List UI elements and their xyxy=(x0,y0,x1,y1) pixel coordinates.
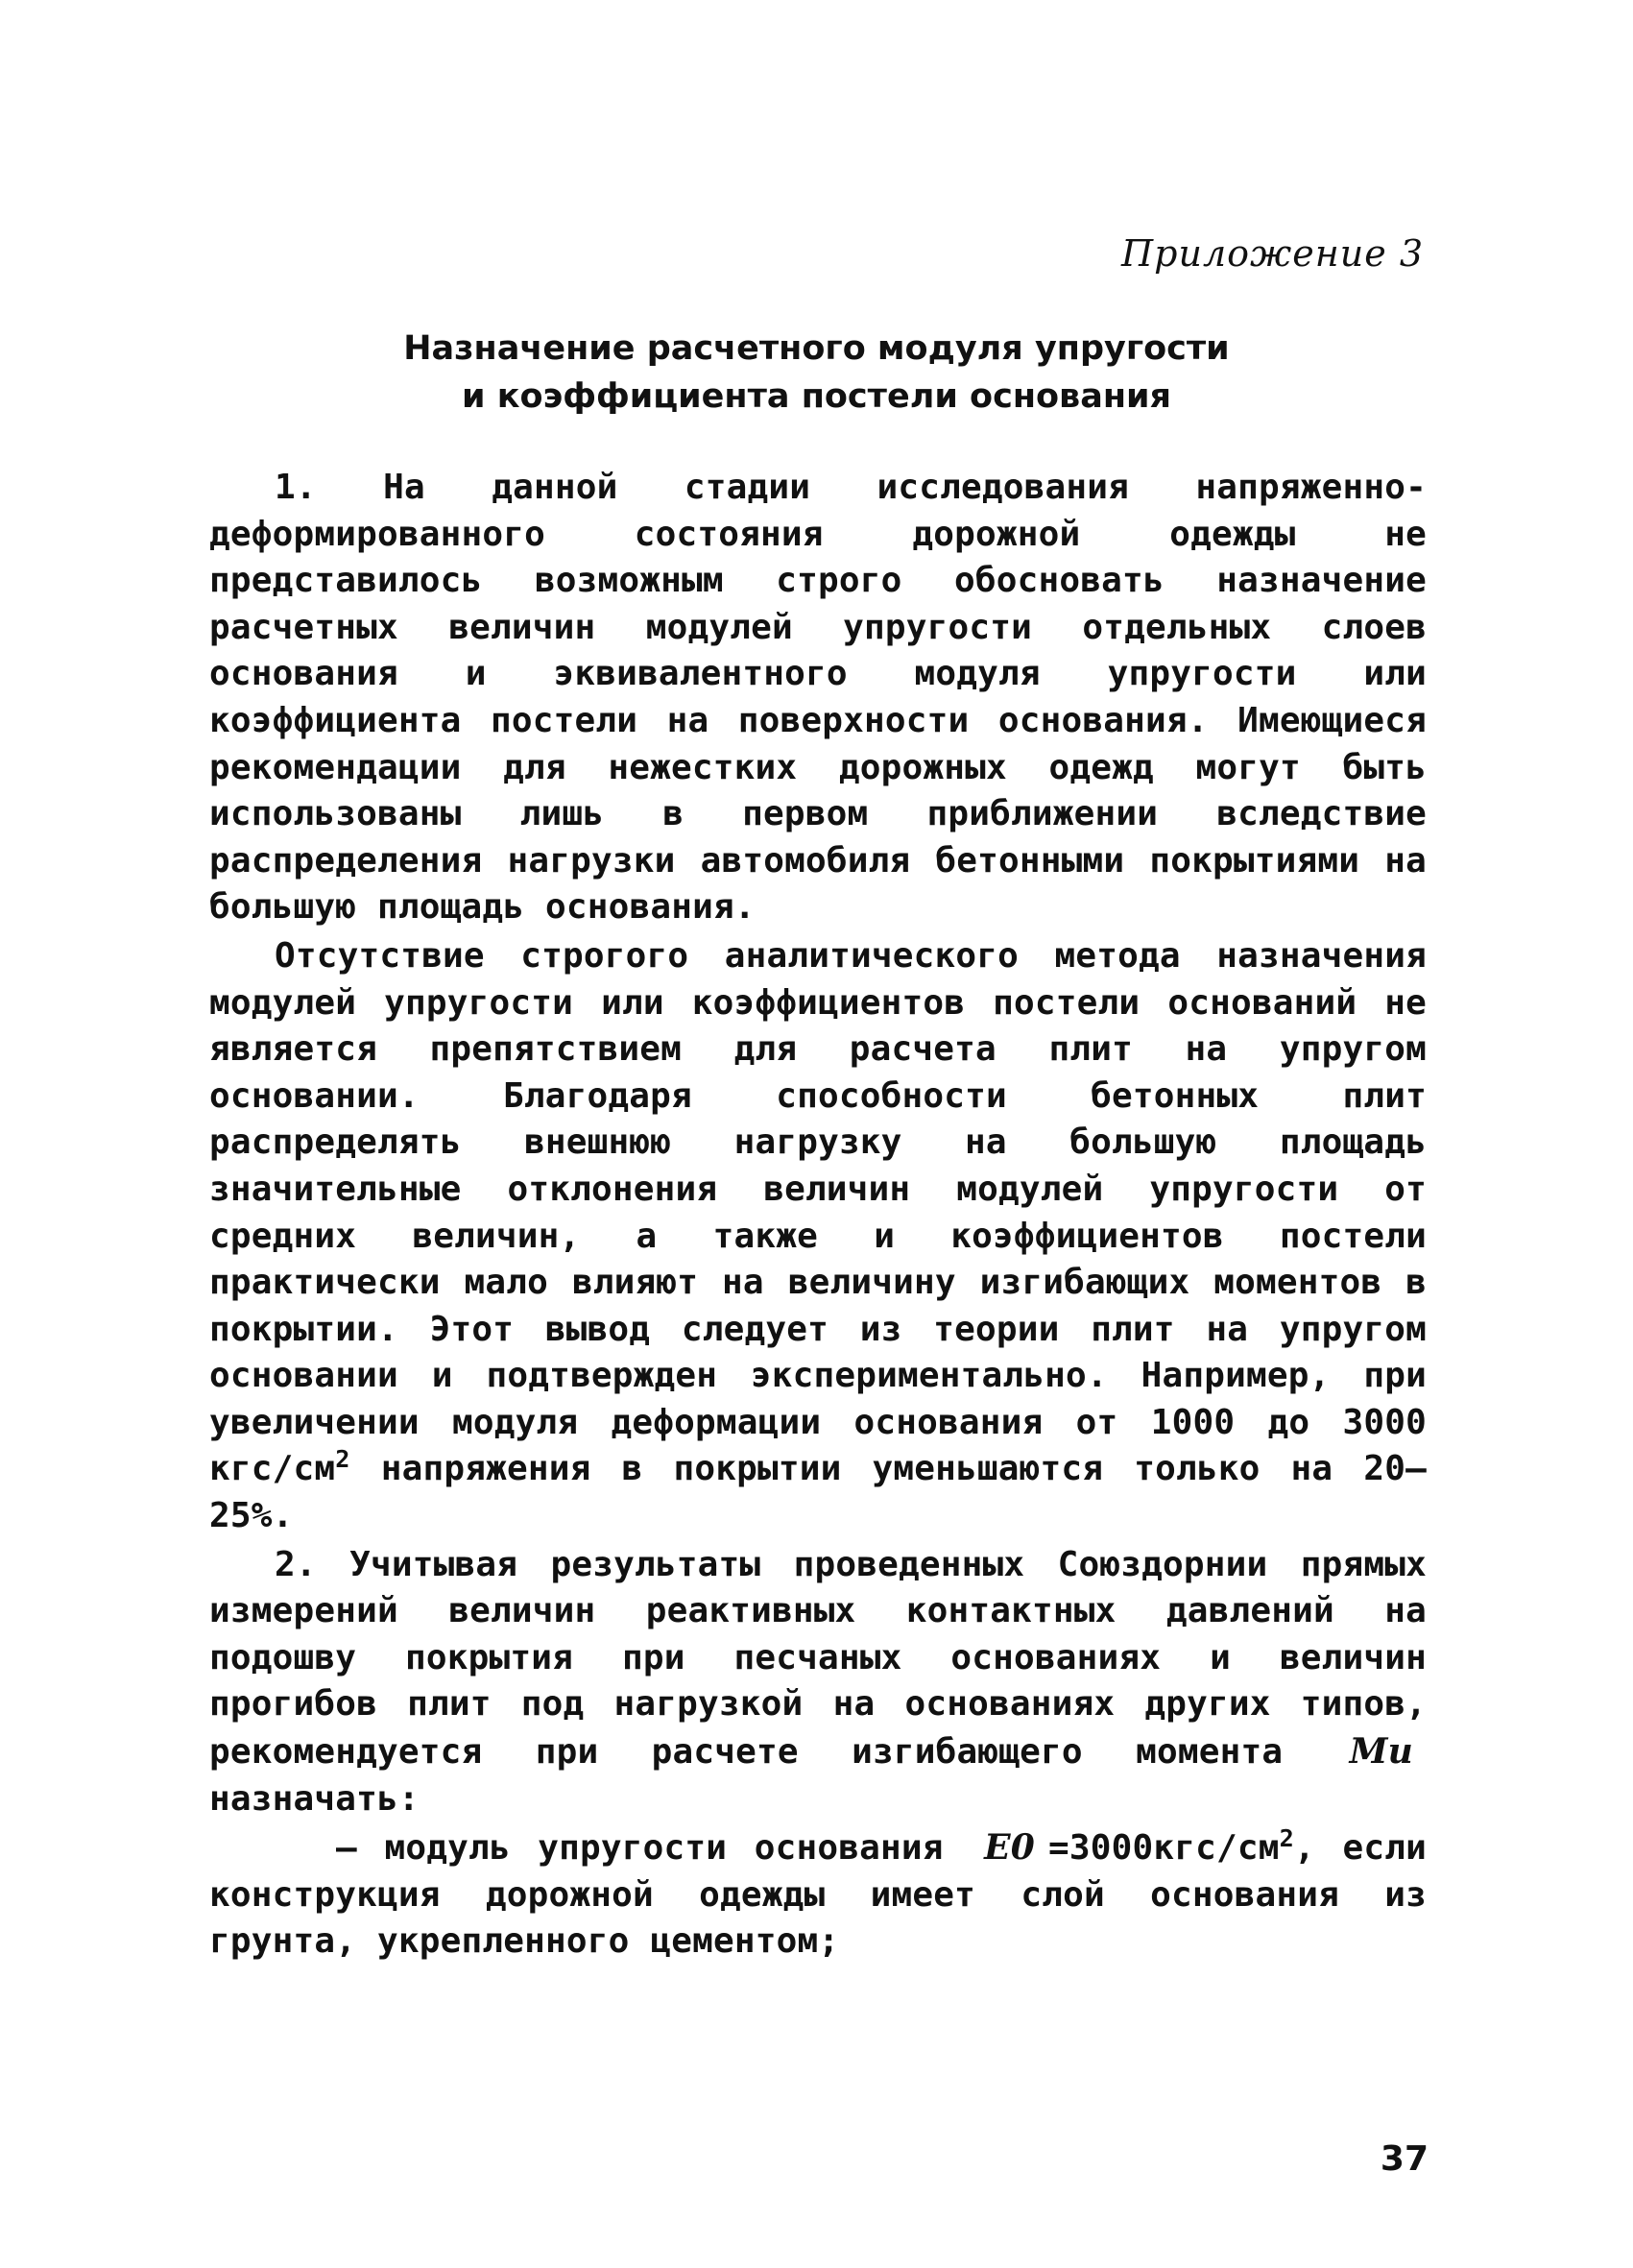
paragraph-3-text-end: назначать: xyxy=(209,1778,420,1819)
paragraph-4 xyxy=(209,1824,1427,1966)
appendix-label: Приложение 3 xyxy=(1121,232,1424,275)
superscript-4: 2 xyxy=(1279,1824,1295,1853)
page-number: 37 xyxy=(1380,2139,1429,2179)
modulus-symbol: E0 xyxy=(984,1827,1036,1869)
paragraph-1: 1. На данной стадии исследования напряженно-деформированного состояния дорожной одежды не представилось возможным строго обосновать назначение расчетных величин модулей упругости отдельных слоев основания и эквивалентного модуля упругости или коэффициента постели на поверхности основания. Имеющиеся рекомендации для нежестких дорожных одежд могут быть использованы лишь в первом приближении вследствие распределения нагрузки автомобиля бетонными покрытиями на большую площадь основания. xyxy=(209,468,1427,928)
page-title xyxy=(0,325,1633,421)
title-line-1: Назначение расчетного модуля упругости xyxy=(403,329,1230,368)
title-line-2: и коэффициента постели основания xyxy=(461,377,1172,416)
body-text xyxy=(209,465,1427,1966)
paragraph-4-text: – модуль упругости основания xyxy=(336,1828,944,1869)
paragraph-2-text: Отсутствие строгого аналитического метода назначения модулей упругости или коэффициентов постели оснований не является препятствием для расчета плит на упругом основании. Благодаря способности бетонных плит распределять внешнюю нагрузку на большую площадь значительные отклонения величин модулей упругости от средних величин, а также и коэффициентов постели практически мало влияют на величину изгибающих моментов в покрытии. Этот вывод следует из теории плит на упругом основании и подтвержден экспериментально. Например, при увеличении модуля деформации основания от 1000 до 3000 кгс/см xyxy=(209,935,1427,1489)
paragraph-3 xyxy=(209,1542,1427,1823)
modulus-value: =3000кгс/см xyxy=(1048,1828,1280,1869)
paragraph-2-text-end: напряжения в покрытии уменьшаются только на 20–25%. xyxy=(209,1449,1427,1536)
paragraph-2 xyxy=(209,933,1427,1540)
moment-symbol: Mи xyxy=(1349,1731,1414,1773)
superscript-2: 2 xyxy=(335,1445,350,1474)
paragraph-4-text-end: , если конструкция дорожной одежды имеет слой основания из грунта, укрепленного цементом; xyxy=(209,1828,1427,1962)
paragraph-3-text: 2. Учитывая результаты проведенных Союздорнии прямых измерений величин реактивных контактных давлений на подошву покрытия при песчаных основаниях и величин прогибов плит под нагрузкой на основаниях других типов, рекомендуется при расчете изгибающего момента xyxy=(209,1544,1427,1773)
